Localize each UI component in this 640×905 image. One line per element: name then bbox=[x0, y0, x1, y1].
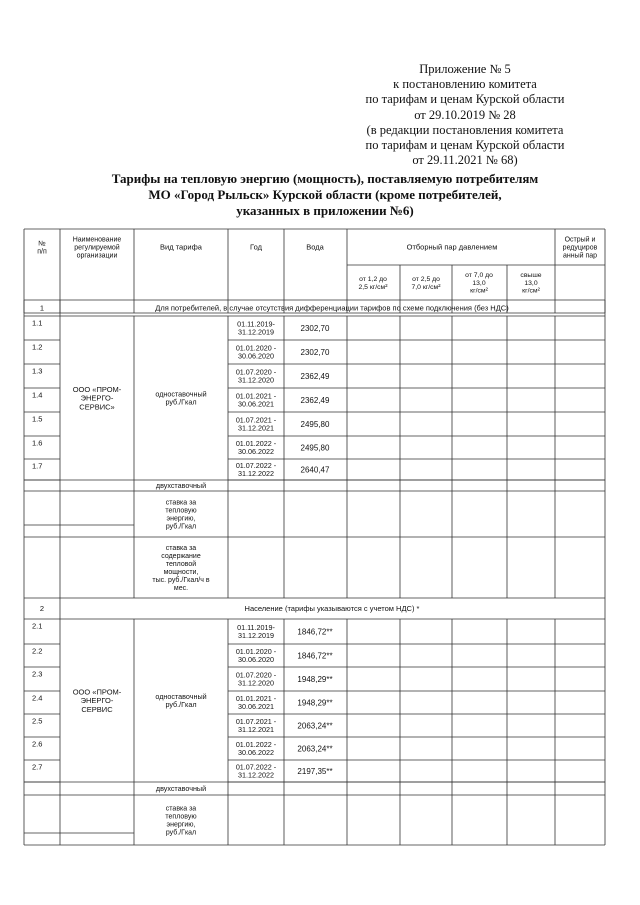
row-number: 2.6 bbox=[32, 739, 43, 749]
rate-power: содержание bbox=[161, 552, 201, 560]
row-number: 1.4 bbox=[32, 390, 43, 400]
row-number: 1.3 bbox=[32, 366, 43, 376]
header-pressure-2: 7,0 кг/см² bbox=[411, 283, 441, 291]
header-pressure-4: свыше bbox=[520, 272, 542, 280]
rate-energy: энергию, bbox=[166, 515, 196, 523]
row-period: 30.06.2022 bbox=[238, 748, 274, 758]
rate-energy: руб./Гкал bbox=[165, 829, 197, 837]
row-water-value: 2063,24** bbox=[297, 744, 333, 754]
header-org: Наименование bbox=[72, 236, 122, 244]
row-period: 31.12.2020 bbox=[238, 375, 274, 385]
row-water-value: 2495,80 bbox=[300, 419, 330, 429]
row-number: 2.5 bbox=[32, 716, 43, 726]
appendix-line: к постановлению комитета bbox=[393, 77, 537, 92]
org-name: ЭНЕРГО- bbox=[80, 696, 114, 706]
tariff-one-part: одноставочный bbox=[155, 389, 207, 399]
tariff-two-part: двухставочный bbox=[155, 784, 207, 794]
rate-energy: ставка за bbox=[165, 499, 197, 507]
row-period: 01.01.2021 - bbox=[235, 693, 277, 703]
row-number: 2.3 bbox=[32, 669, 43, 679]
row-period: 01.07.2020 - bbox=[235, 367, 277, 377]
tariff-one-part: руб./Гкал bbox=[165, 397, 197, 407]
header-sharp-steam: анный пар bbox=[562, 252, 598, 260]
row-period: 31.12.2022 bbox=[238, 770, 274, 780]
title-line: указанных в приложении №6) bbox=[236, 203, 414, 218]
row-number: 1.5 bbox=[32, 414, 43, 424]
header-pressure-4: кг/см² bbox=[522, 287, 540, 295]
row-water-value: 2495,80 bbox=[300, 443, 330, 453]
appendix-line: (в редакции постановления комитета bbox=[366, 122, 564, 137]
row-period: 01.01.2020 - bbox=[235, 343, 277, 353]
header-pressure-3: кг/см² bbox=[470, 287, 488, 295]
row-period: 01.11.2019- bbox=[237, 622, 275, 632]
row-period: 31.12.2019 bbox=[238, 631, 274, 641]
row-water-value: 1846,72** bbox=[297, 651, 333, 661]
row-number: 1.2 bbox=[32, 342, 43, 352]
appendix-line: Приложение № 5 bbox=[419, 62, 511, 76]
row-water-value: 2063,24** bbox=[297, 721, 333, 731]
header-pressure-4: 13,0 bbox=[524, 279, 538, 287]
row-period: 30.06.2020 bbox=[238, 351, 274, 361]
row-period: 01.07.2020 - bbox=[235, 670, 277, 680]
header-org: регулируемой bbox=[74, 244, 120, 252]
rate-energy: энергию, bbox=[166, 821, 196, 829]
org-name: СЕРВИС bbox=[81, 704, 113, 714]
rate-energy: тепловую bbox=[165, 507, 197, 515]
org-name: ЭНЕРГО- bbox=[80, 393, 114, 403]
row-period: 01.01.2021 - bbox=[235, 391, 277, 401]
row-period: 01.07.2021 - bbox=[235, 415, 277, 425]
section-number: 1 bbox=[39, 303, 45, 313]
title-line: Тарифы на тепловую энергию (мощность), поставляемую потребителям bbox=[111, 171, 539, 186]
row-period: 31.12.2020 bbox=[238, 678, 274, 688]
rate-power: ставка за bbox=[165, 544, 197, 552]
row-water-value: 2302,70 bbox=[300, 347, 330, 357]
row-period: 01.11.2019- bbox=[237, 319, 275, 329]
row-water-value: 1948,29** bbox=[297, 698, 333, 708]
row-period: 01.01.2022 - bbox=[235, 739, 277, 749]
row-water-value: 1948,29** bbox=[297, 674, 333, 684]
tariff-one-part: руб./Гкал bbox=[165, 700, 197, 710]
row-period: 31.12.2021 bbox=[238, 725, 274, 735]
row-number: 2.2 bbox=[32, 646, 43, 656]
rate-power: мес. bbox=[173, 585, 189, 593]
header-pressure-3: 13,0 bbox=[472, 279, 486, 287]
row-number: 2.7 bbox=[32, 762, 43, 772]
row-period: 30.06.2020 bbox=[238, 655, 274, 665]
rate-power: тыс. руб./Гкал/ч в bbox=[152, 577, 210, 585]
appendix-line: по тарифам и ценам Курской области bbox=[365, 92, 565, 107]
row-period: 01.01.2020 - bbox=[235, 646, 277, 656]
title-line: МО «Город Рыльск» Курской области (кроме потребителей, bbox=[148, 187, 502, 202]
appendix-line: по тарифам и ценам Курской области bbox=[365, 138, 565, 153]
rate-power: мощности, bbox=[163, 568, 199, 576]
header-tariff-type: Вид тарифа bbox=[160, 242, 202, 252]
row-water-value: 2362,49 bbox=[300, 371, 330, 381]
header-pressure-1: от 1,2 до bbox=[359, 275, 387, 283]
header-steam: Отборный пар давлением bbox=[406, 242, 498, 252]
rate-energy: тепловую bbox=[165, 813, 197, 821]
row-number: 1.7 bbox=[32, 461, 43, 471]
header-num: № bbox=[38, 240, 46, 248]
row-period: 31.12.2019 bbox=[238, 327, 274, 337]
header-sharp-steam: Острый и bbox=[564, 236, 596, 244]
header-water: Вода bbox=[306, 242, 324, 252]
row-water-value: 1846,72** bbox=[297, 627, 333, 637]
row-period: 30.06.2021 bbox=[238, 399, 274, 409]
row-period: 30.06.2022 bbox=[238, 447, 274, 457]
row-period: 01.07.2022 - bbox=[235, 762, 277, 772]
header-org: организации bbox=[76, 252, 118, 260]
rate-energy: руб./Гкал bbox=[165, 523, 197, 531]
row-period: 01.07.2021 - bbox=[235, 716, 277, 726]
row-number: 1.6 bbox=[32, 438, 43, 448]
appendix-line: от 29.10.2019 № 28 bbox=[414, 107, 516, 122]
tariff-two-part: двухставочный bbox=[155, 481, 207, 491]
section-title: Для потребителей, в случае отсутствия дифференциации тарифов по схеме подключения (без НДС) bbox=[155, 303, 509, 313]
row-number: 2.4 bbox=[32, 693, 43, 703]
row-number: 2.1 bbox=[32, 621, 43, 631]
row-number: 1.1 bbox=[32, 318, 43, 328]
row-water-value: 2302,70 bbox=[300, 323, 330, 333]
org-name: ООО «ПРОМ- bbox=[72, 385, 122, 394]
appendix-line: от 29.11.2021 № 68) bbox=[412, 153, 518, 168]
rate-power: тепловой bbox=[165, 560, 197, 568]
row-period: 01.01.2022 - bbox=[235, 438, 277, 448]
rate-energy: ставка за bbox=[165, 805, 197, 813]
header-year: Год bbox=[250, 242, 262, 252]
section-number: 2 bbox=[39, 604, 45, 614]
row-period: 31.12.2022 bbox=[238, 469, 274, 479]
row-period: 30.06.2021 bbox=[238, 702, 274, 712]
header-pressure-3: от 7,0 до bbox=[465, 272, 493, 280]
header-pressure-1: 2,5 кг/см² bbox=[358, 283, 388, 291]
row-water-value: 2197,35** bbox=[297, 766, 333, 776]
row-period: 01.07.2022 - bbox=[235, 460, 277, 470]
header-num: п/п bbox=[37, 248, 47, 256]
section-title: Население (тарифы указываются с учетом НДС) * bbox=[244, 604, 420, 614]
header-pressure-2: от 2,5 до bbox=[412, 275, 440, 283]
tariff-one-part: одноставочный bbox=[155, 691, 207, 701]
org-name: ООО «ПРОМ- bbox=[72, 687, 122, 697]
org-name: СЕРВИС» bbox=[79, 402, 115, 412]
row-water-value: 2640,47 bbox=[300, 465, 330, 475]
header-sharp-steam: редуциров bbox=[562, 244, 598, 252]
row-period: 31.12.2021 bbox=[238, 423, 274, 433]
row-water-value: 2362,49 bbox=[300, 395, 330, 405]
